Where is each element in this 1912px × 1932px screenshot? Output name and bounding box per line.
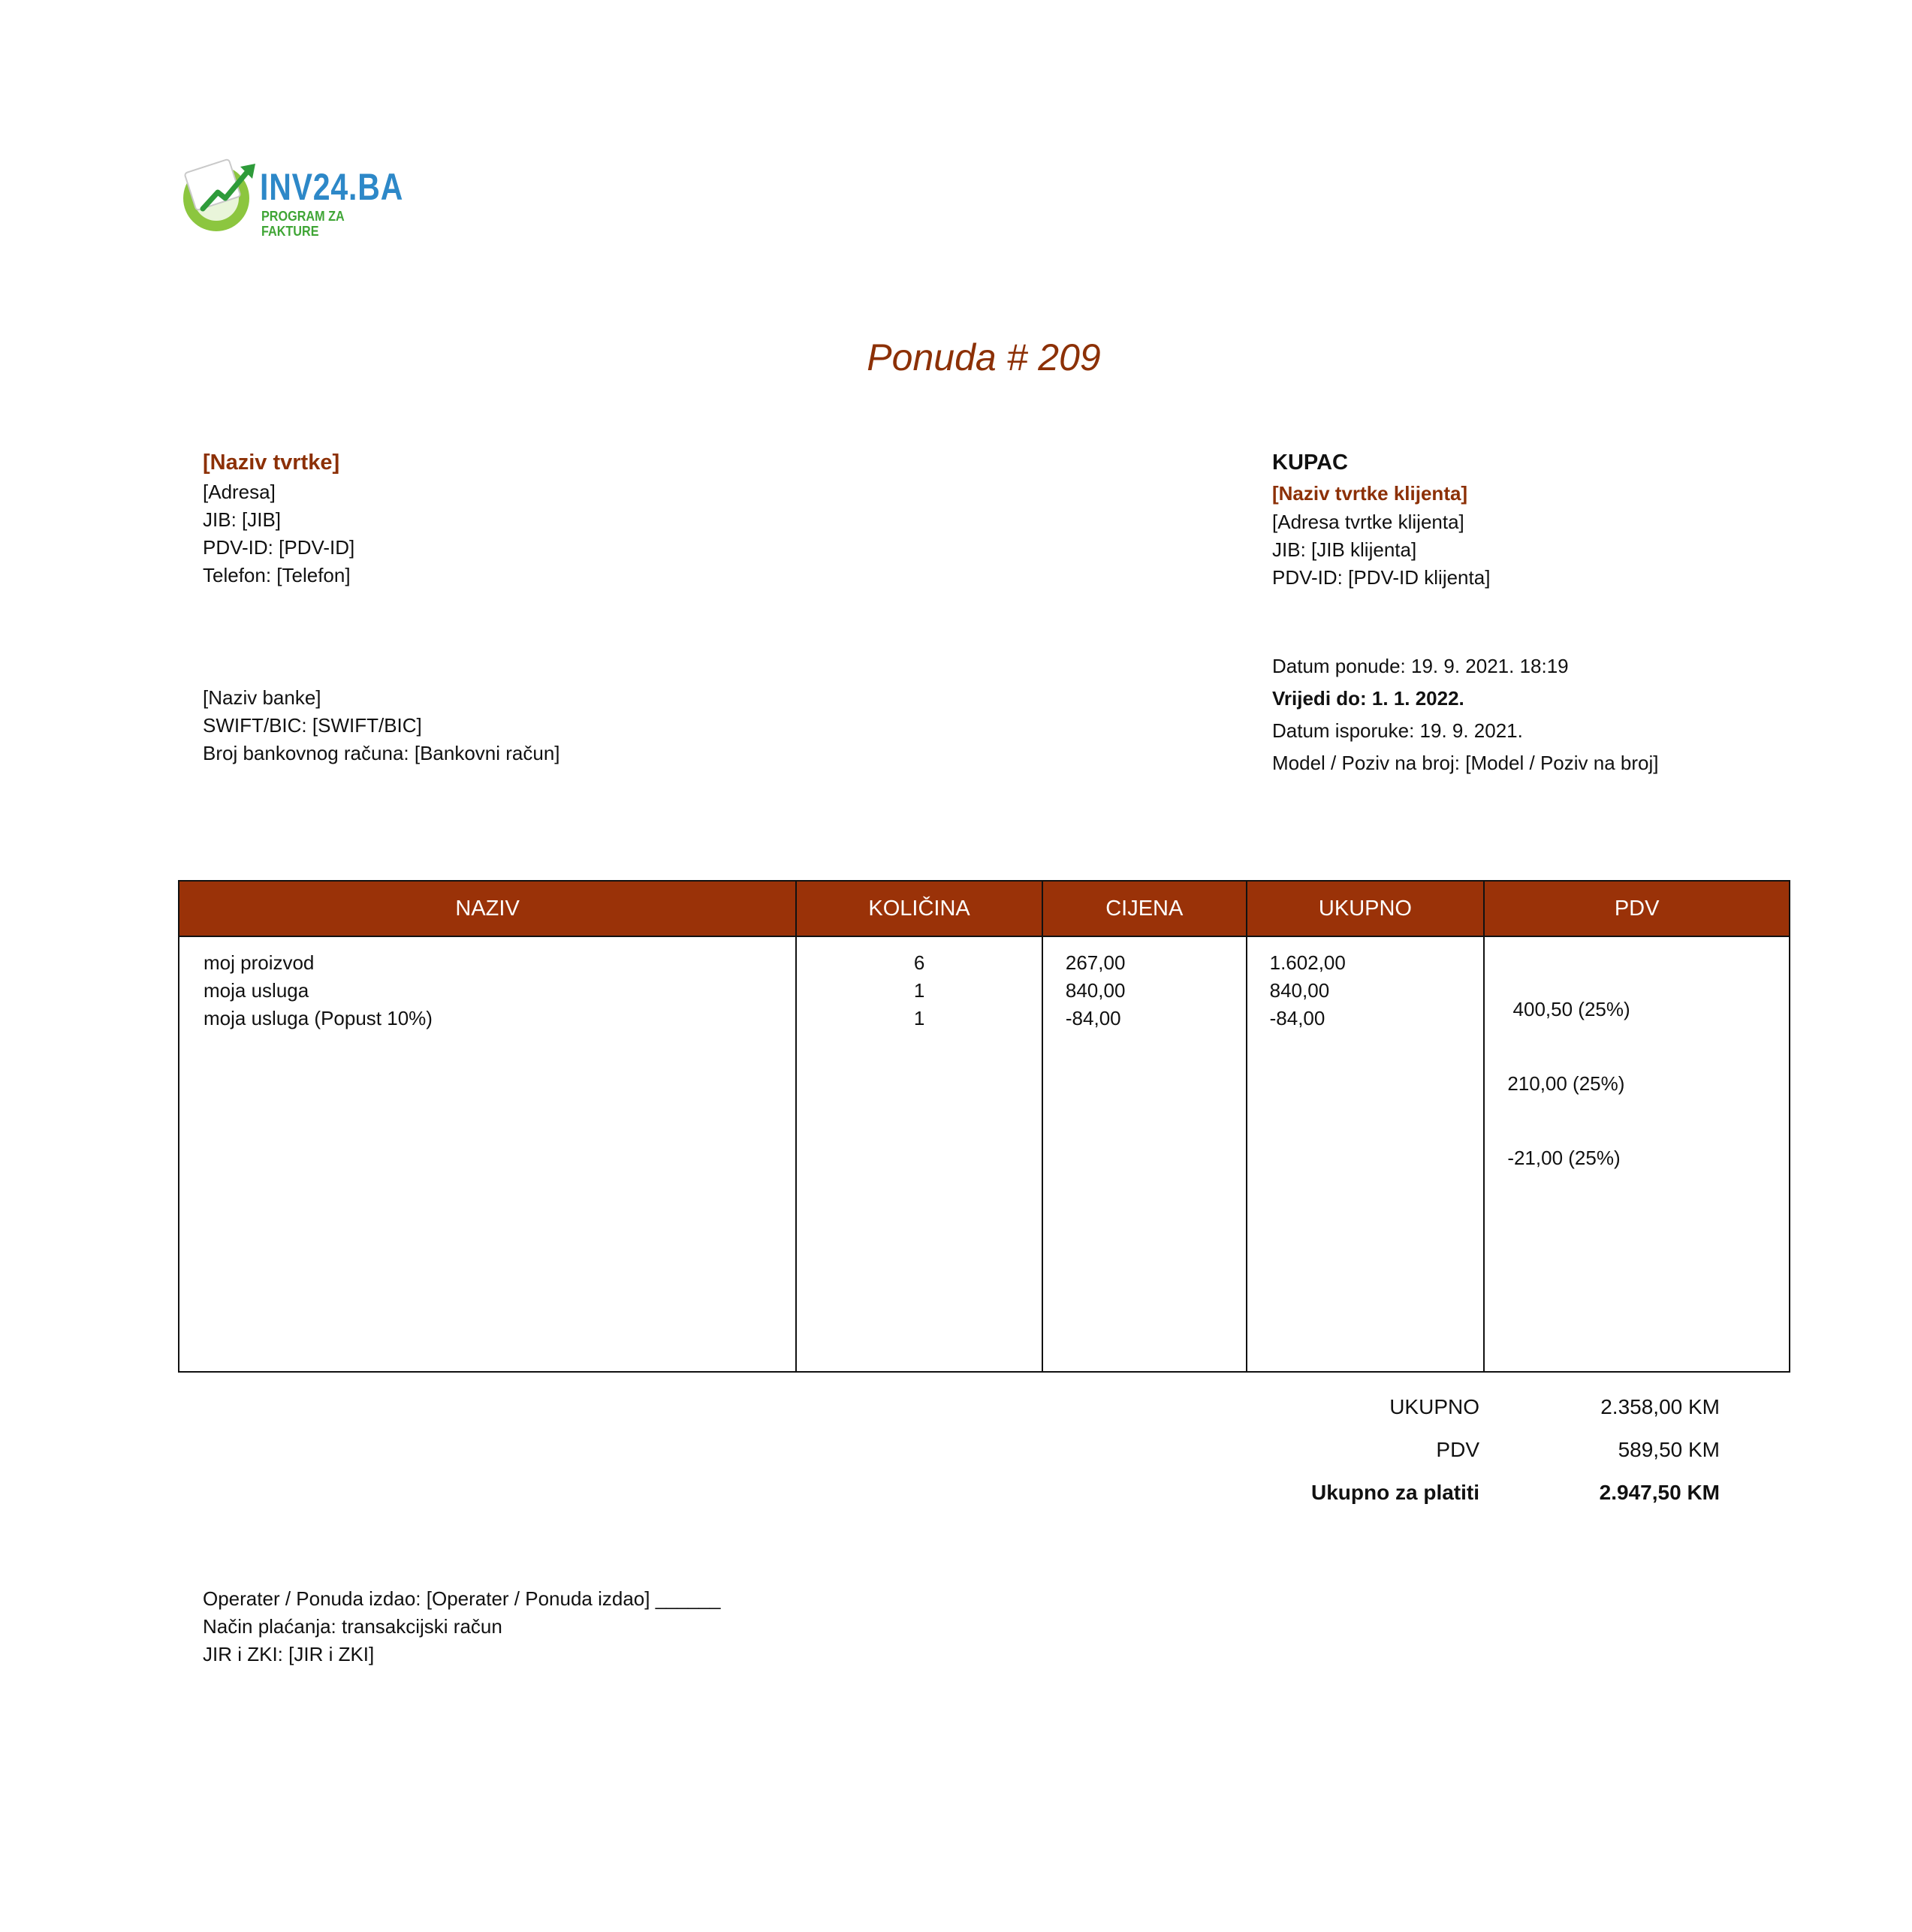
items-table [178,880,1790,1373]
vat-value: 589,50 KM [1618,1437,1720,1461]
subtotal-row [1179,1385,1720,1428]
dates-block [1272,650,1658,779]
bank-account: Broj bankovnog računa: [Bankovni račun] [203,742,560,764]
seller-name: [Naziv tvrtke] [203,451,340,475]
table-cell: 1 [913,979,925,1002]
operator-line: Operater / Ponuda izdao: [Operater / Ponuda izdao] ______ [203,1587,721,1610]
offer-date: Datum ponude: 19. 9. 2021. 18:19 [1272,655,1569,677]
table-cell: moja usluga [204,979,309,1002]
seller-jib: JIB: [JIB] [203,508,282,531]
table-cell: 6 [913,951,925,974]
column-header-name: NAZIV [179,881,796,936]
table-cell: 210,00 (25%) [1507,1072,1625,1095]
grand-total-row [1179,1471,1720,1514]
subtotal-value: 2.358,00 KM [1600,1394,1720,1418]
vat-label: PDV [1436,1437,1479,1461]
reference-model: Model / Poziv na broj: [Model / Poziv na broj] [1272,752,1659,774]
buyer-name: [Naziv tvrtke klijenta] [1272,482,1468,505]
buyer-jib: JIB: [JIB klijenta] [1272,538,1417,561]
column-header-vat: PDV [1484,881,1790,936]
company-logo [180,155,406,239]
table-cell: 1 [913,1007,925,1029]
column-header-quantity: KOLIČINA [796,881,1042,936]
table-cell: 840,00 [1065,979,1126,1002]
grand-total-value: 2.947,50 KM [1599,1480,1720,1504]
document-title: Ponuda # 209 [867,336,1101,378]
buyer-pdv-id: PDV-ID: [PDV-ID klijenta] [1272,566,1491,589]
column-header-total: UKUPNO [1247,881,1485,936]
bank-name: [Naziv banke] [203,686,321,709]
buyer-heading: KUPAC [1272,451,1348,475]
seller-address: [Adresa] [203,481,276,503]
buyer-address: [Adresa tvrtke klijenta] [1272,511,1464,533]
vat-row [1179,1428,1720,1471]
grand-total-label: Ukupno za platiti [1311,1480,1479,1504]
valid-until: Vrijedi do: 1. 1. 2022. [1272,687,1464,710]
table-cell: 267,00 [1065,951,1126,974]
table-cell: 840,00 [1269,979,1330,1002]
footer-block [203,1585,720,1668]
table-cell: -84,00 [1269,1007,1325,1029]
table-cell: -84,00 [1065,1007,1121,1029]
table-cell: moja usluga (Popust 10%) [204,1007,433,1029]
seller-pdv-id: PDV-ID: [PDV-ID] [203,536,355,559]
seller-phone: Telefon: [Telefon] [203,564,351,586]
seller-block [203,447,354,589]
table-cell: -21,00 (25%) [1507,1147,1621,1169]
logo-subtitle: PROGRAM ZA FAKTURE [261,209,345,239]
bank-swift: SWIFT/BIC: [SWIFT/BIC] [203,714,422,737]
delivery-date: Datum isporuke: 19. 9. 2021. [1272,719,1523,742]
totals-block [1179,1385,1720,1514]
column-header-price: CIJENA [1042,881,1247,936]
jir-zki: JIR i ZKI: [JIR i ZKI] [203,1643,375,1665]
table-cell: moj proizvod [204,951,315,974]
table-cell: 1.602,00 [1269,951,1346,974]
payment-method: Način plaćanja: transakcijski račun [203,1615,502,1638]
logo-text: INV24.BA [260,166,404,208]
table-header-row [179,881,1790,936]
table-body [179,936,1790,1372]
table-cell: 400,50 (25%) [1507,998,1630,1020]
subtotal-label: UKUPNO [1389,1394,1479,1418]
logo-icon [180,155,258,233]
buyer-block [1272,447,1490,592]
bank-block [203,684,560,767]
